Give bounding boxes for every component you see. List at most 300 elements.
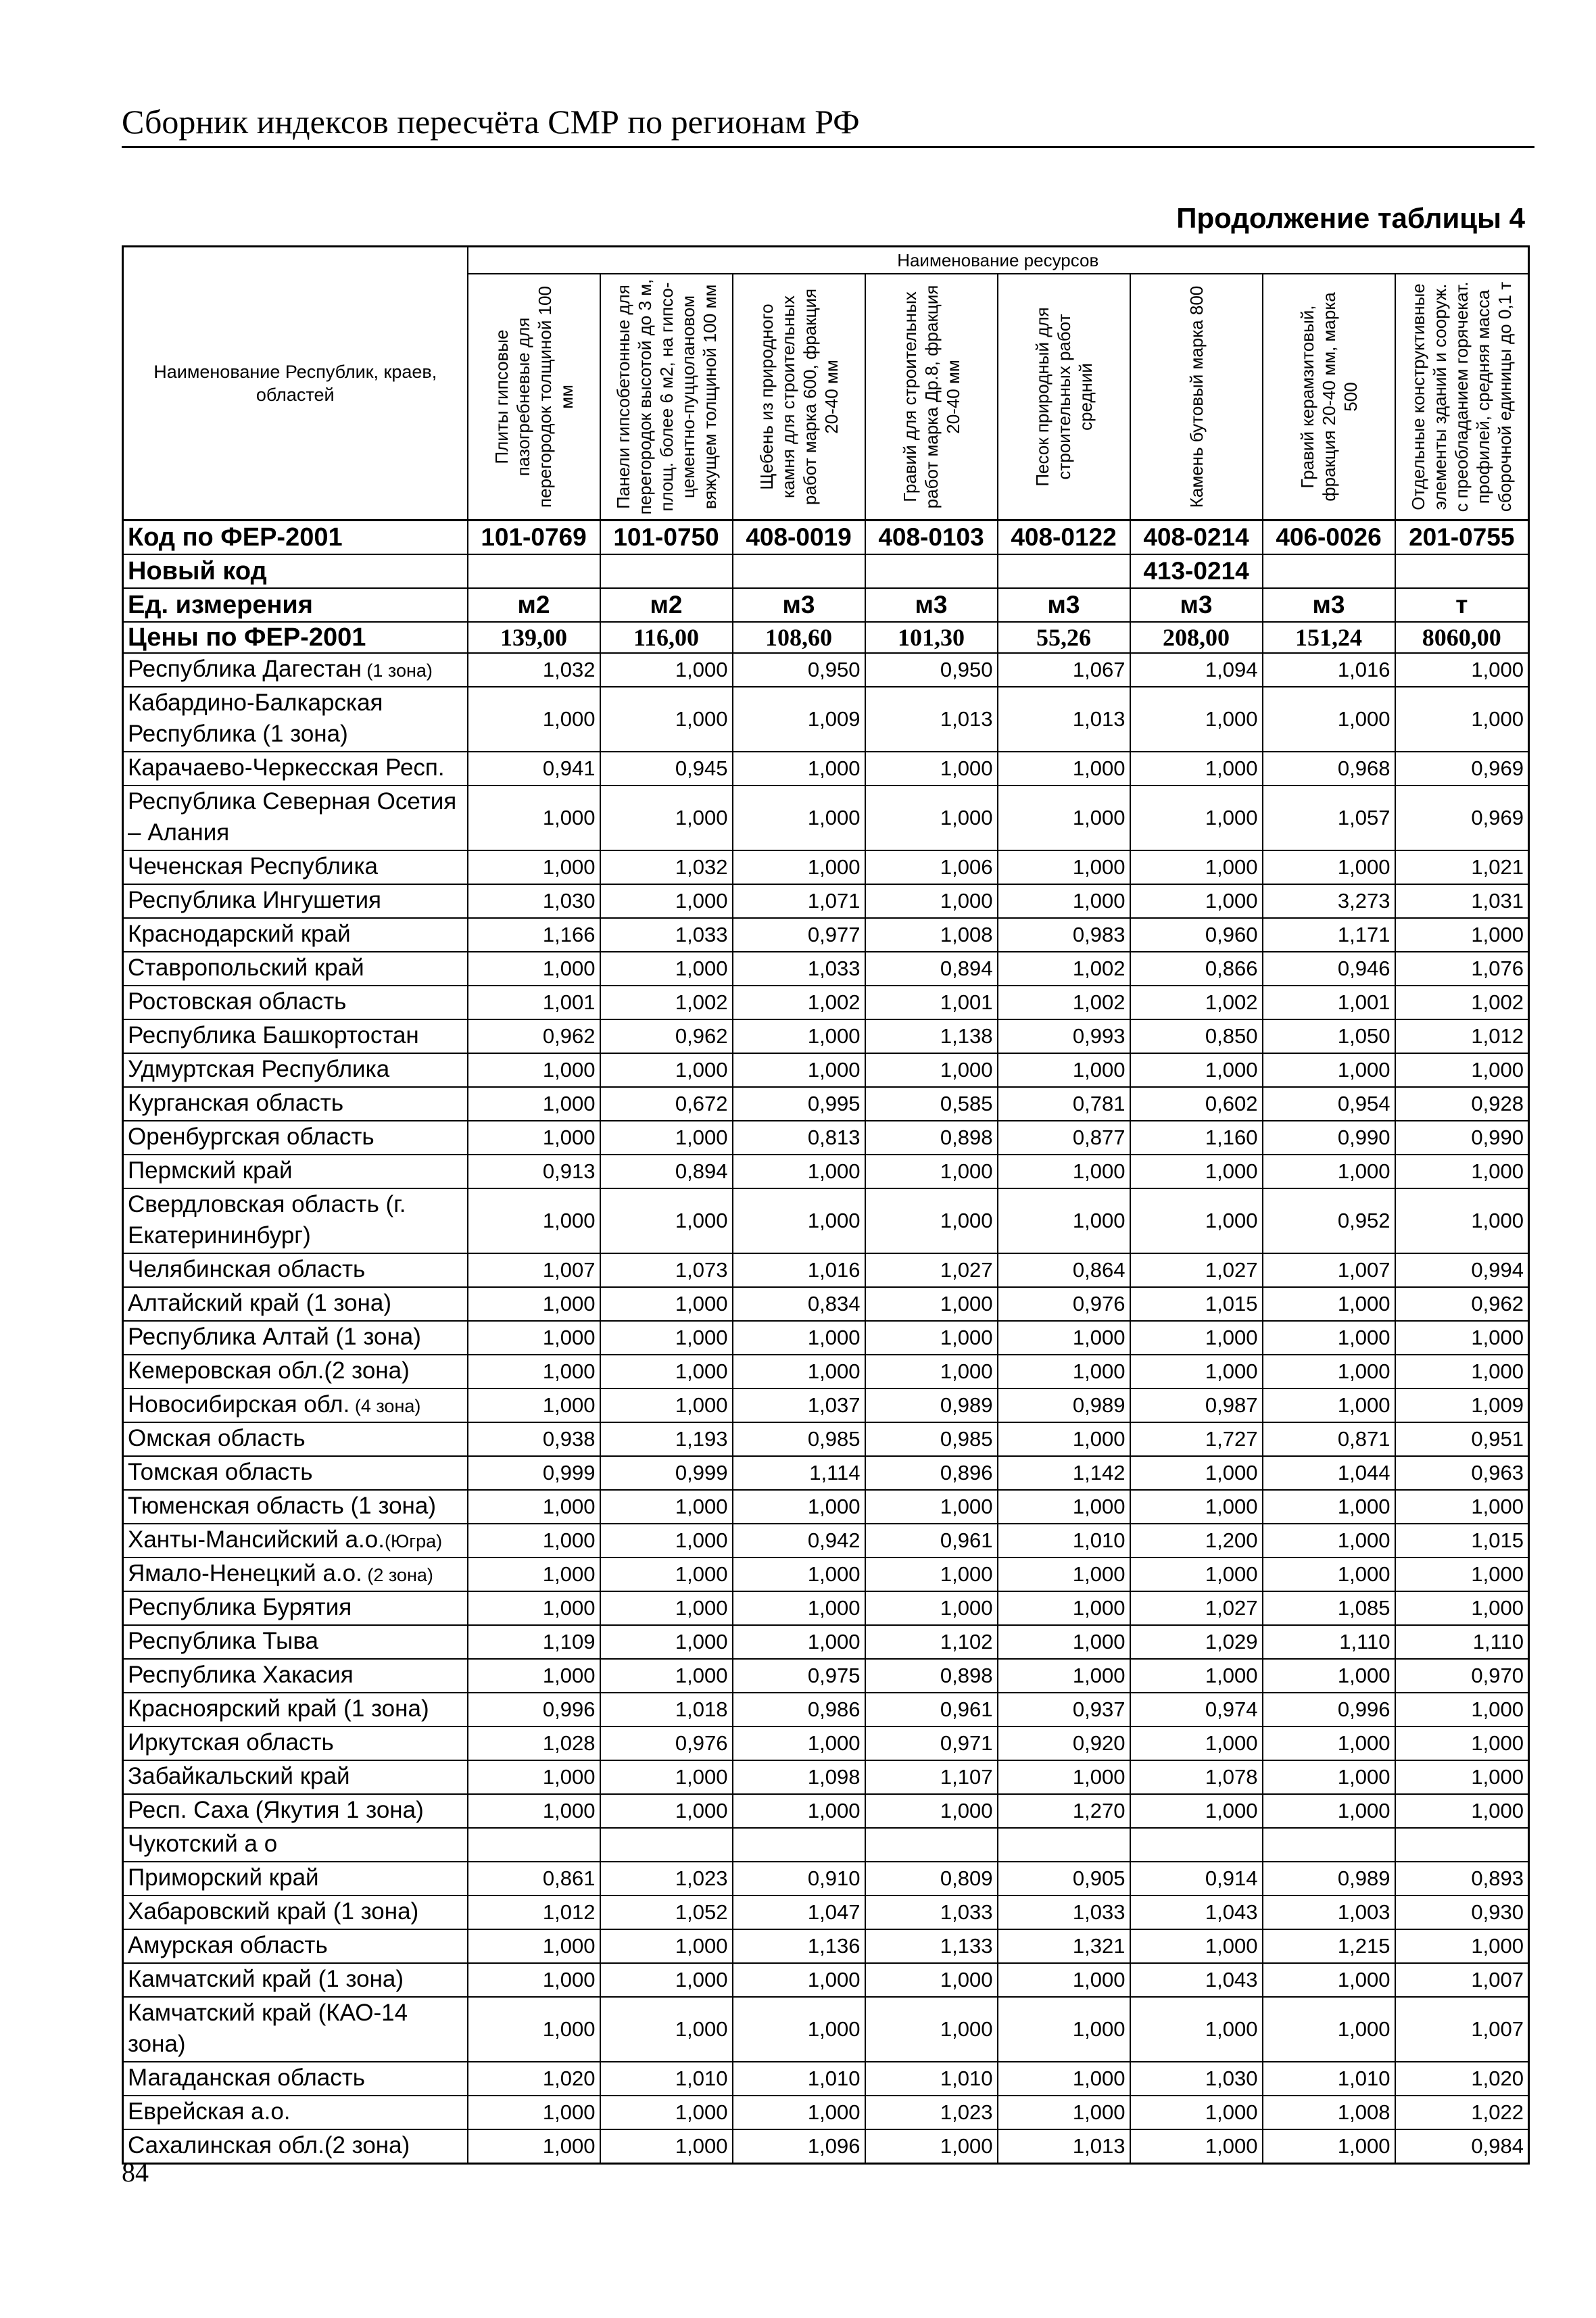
index-value: 1,000	[600, 952, 733, 986]
index-value: 1,000	[1395, 687, 1529, 752]
table-row	[123, 1121, 1529, 1155]
index-value	[733, 1828, 865, 1862]
index-value: 1,000	[1130, 752, 1263, 786]
index-value: 1,002	[1130, 986, 1263, 1019]
index-value	[600, 1828, 733, 1862]
index-value: 1,032	[468, 653, 600, 687]
region-name-text: Иркутская область	[128, 1729, 334, 1756]
index-value: 0,905	[998, 1862, 1130, 1896]
region-name	[123, 1997, 468, 2062]
index-value: 1,000	[733, 850, 865, 884]
index-value: 0,585	[865, 1087, 998, 1121]
region-name-text: Карачаево-Черкесская Респ.	[128, 754, 445, 781]
index-value: 1,000	[733, 1188, 865, 1253]
header-divider	[122, 146, 1534, 148]
new-code-cell	[468, 554, 600, 588]
region-name	[123, 1087, 468, 1121]
index-value: 1,008	[1263, 2096, 1395, 2129]
fer-code-cell: 408-0122	[998, 521, 1130, 555]
index-value: 1,000	[1395, 1760, 1529, 1794]
region-name-text: Камчатский край (1 зона)	[128, 1966, 404, 1992]
index-value: 1,000	[998, 1053, 1130, 1087]
index-value: 1,000	[468, 1087, 600, 1121]
region-name-text: Республика Хакасия	[128, 1662, 354, 1688]
index-value: 1,000	[1130, 884, 1263, 918]
table-row	[123, 986, 1529, 1019]
index-value: 0,850	[1130, 1019, 1263, 1053]
index-value: 0,951	[1395, 1422, 1529, 1456]
index-value: 0,813	[733, 1121, 865, 1155]
index-value: 0,985	[865, 1422, 998, 1456]
region-name	[123, 884, 468, 918]
resource-column-header: Камень бутовый марка 800	[1130, 274, 1263, 521]
index-value: 1,000	[600, 1625, 733, 1659]
table-row	[123, 1422, 1529, 1456]
region-name-text: Хабаровский край (1 зона)	[128, 1898, 419, 1925]
index-value: 1,009	[1395, 1389, 1529, 1422]
region-name-text: Камчатский край (КАО-14 зона)	[128, 2000, 408, 2057]
table-row	[123, 1963, 1529, 1997]
index-value: 1,000	[1130, 1929, 1263, 1963]
index-value: 1,000	[468, 687, 600, 752]
table-row	[123, 1355, 1529, 1389]
index-value: 1,000	[468, 1053, 600, 1087]
region-name-text: Оренбургская область	[128, 1124, 374, 1150]
index-value: 0,961	[865, 1693, 998, 1727]
table-row	[123, 952, 1529, 986]
table-caption: Продолжение таблицы 4	[1176, 202, 1525, 234]
fer-code-cell: 408-0214	[1130, 521, 1263, 555]
index-value: 1,000	[998, 1659, 1130, 1693]
index-value: 1,023	[865, 2096, 998, 2129]
index-value: 1,010	[865, 2062, 998, 2096]
region-zone-note: (1 зона)	[361, 660, 433, 681]
index-value: 1,002	[733, 986, 865, 1019]
index-value: 0,971	[865, 1727, 998, 1760]
index-value: 1,000	[998, 1591, 1130, 1625]
region-name-text: Ставропольский край	[128, 955, 364, 981]
index-value: 0,993	[998, 1019, 1130, 1053]
region-name	[123, 752, 468, 786]
index-value: 0,866	[1130, 952, 1263, 986]
index-value: 1,000	[1130, 1053, 1263, 1087]
index-value: 1,000	[865, 884, 998, 918]
index-value: 1,000	[468, 1524, 600, 1558]
index-value: 1,000	[998, 786, 1130, 850]
index-value: 1,000	[1263, 1355, 1395, 1389]
index-value: 1,027	[865, 1253, 998, 1287]
index-value: 0,894	[865, 952, 998, 986]
index-value: 1,000	[733, 1963, 865, 1997]
new-code-cell	[865, 554, 998, 588]
unit-label: Ед. измерения	[123, 588, 468, 622]
resource-column-header: Плиты гипсовые пазогребневые для перегородок толщиной 100 мм	[468, 274, 600, 521]
region-name-text: Томская область	[128, 1459, 313, 1485]
region-name	[123, 1121, 468, 1155]
price-cell: 101,30	[865, 622, 998, 653]
index-value: 1,002	[600, 986, 733, 1019]
fer-code-cell: 408-0019	[733, 521, 865, 555]
region-name	[123, 1896, 468, 1929]
index-value: 1,000	[998, 1490, 1130, 1524]
resource-column-header: Гравий для строительных работ марка Др.8, фракция 20-40 мм	[865, 274, 998, 521]
index-value: 1,000	[865, 1188, 998, 1253]
index-value: 0,893	[1395, 1862, 1529, 1896]
index-value: 1,000	[600, 1053, 733, 1087]
index-value: 1,013	[865, 687, 998, 752]
index-value: 1,000	[998, 1963, 1130, 1997]
region-name	[123, 1591, 468, 1625]
index-value: 1,000	[998, 1625, 1130, 1659]
index-value: 1,000	[1130, 786, 1263, 850]
index-value: 1,000	[468, 1321, 600, 1355]
index-value: 1,000	[468, 1287, 600, 1321]
index-value: 1,133	[865, 1929, 998, 1963]
index-value: 1,270	[998, 1794, 1130, 1828]
index-value: 0,999	[600, 1456, 733, 1490]
index-value: 1,000	[1263, 1321, 1395, 1355]
index-value: 1,032	[600, 850, 733, 884]
index-value: 0,937	[998, 1693, 1130, 1727]
index-value: 1,010	[1263, 2062, 1395, 2096]
region-name	[123, 1188, 468, 1253]
index-value: 0,910	[733, 1862, 865, 1896]
region-name-text: Ростовская область	[128, 988, 347, 1015]
index-value: 1,000	[998, 1422, 1130, 1456]
region-name	[123, 1625, 468, 1659]
unit-row	[123, 588, 1529, 622]
fer-code-cell: 406-0026	[1263, 521, 1395, 555]
fer-code-cell: 201-0755	[1395, 521, 1529, 555]
index-value: 1,000	[600, 1287, 733, 1321]
index-value: 0,928	[1395, 1087, 1529, 1121]
index-value: 1,013	[998, 2129, 1130, 2164]
index-value: 1,000	[1395, 1490, 1529, 1524]
page-header-title: Сборник индексов пересчёта СМР по регионам РФ	[122, 103, 860, 141]
index-value: 0,898	[865, 1121, 998, 1155]
region-name	[123, 1760, 468, 1794]
index-value: 1,000	[1263, 1155, 1395, 1188]
index-value: 0,898	[865, 1659, 998, 1693]
index-value: 1,008	[865, 918, 998, 952]
index-value: 1,094	[1130, 653, 1263, 687]
price-cell: 151,24	[1263, 622, 1395, 653]
resource-column-header: Панели гипсобетонные для перегородок высотой до 3 м, площ. более 6 м2, на гипсо-цементно-пуццолановом вяжущем толщиной 100 мм	[600, 274, 733, 521]
table-row	[123, 653, 1529, 687]
region-name	[123, 1727, 468, 1760]
price-label: Цены по ФЕР-2001	[123, 622, 468, 653]
index-value: 1,043	[1130, 1896, 1263, 1929]
table-row	[123, 1321, 1529, 1355]
region-name	[123, 1963, 468, 1997]
index-value: 0,894	[600, 1155, 733, 1188]
index-value	[468, 1828, 600, 1862]
index-value: 1,000	[1130, 1355, 1263, 1389]
index-value: 1,000	[998, 1155, 1130, 1188]
table-row	[123, 1053, 1529, 1087]
index-value: 1,110	[1263, 1625, 1395, 1659]
region-name-text: Республика Ингушетия	[128, 887, 382, 913]
index-value: 1,078	[1130, 1760, 1263, 1794]
index-value: 1,000	[1263, 850, 1395, 884]
index-value: 0,986	[733, 1693, 865, 1727]
index-value: 1,000	[865, 1591, 998, 1625]
index-value: 0,976	[998, 1287, 1130, 1321]
index-value: 1,000	[733, 1727, 865, 1760]
index-value: 1,000	[468, 1188, 600, 1253]
index-value: 1,000	[468, 1794, 600, 1828]
index-value: 1,000	[1263, 1287, 1395, 1321]
unit-cell: м3	[1263, 588, 1395, 622]
index-value	[865, 1828, 998, 1862]
index-value: 1,002	[998, 952, 1130, 986]
index-value: 1,029	[1130, 1625, 1263, 1659]
index-value: 1,000	[1130, 687, 1263, 752]
table-row	[123, 1558, 1529, 1591]
index-value: 0,960	[1130, 918, 1263, 952]
region-name-text: Алтайский край (1 зона)	[128, 1290, 391, 1316]
index-value: 1,085	[1263, 1591, 1395, 1625]
index-value: 1,000	[1263, 1389, 1395, 1422]
index-value: 1,000	[1395, 1155, 1529, 1188]
index-value: 1,000	[1263, 1490, 1395, 1524]
index-value: 1,000	[600, 1794, 733, 1828]
index-value: 1,171	[1263, 918, 1395, 952]
index-value: 1,000	[733, 1997, 865, 2062]
index-value	[1263, 1828, 1395, 1862]
index-value: 1,000	[733, 1625, 865, 1659]
region-name	[123, 1321, 468, 1355]
index-value: 1,037	[733, 1389, 865, 1422]
new-code-cell	[1263, 554, 1395, 588]
index-value: 0,602	[1130, 1087, 1263, 1121]
region-name	[123, 1287, 468, 1321]
table-row	[123, 1287, 1529, 1321]
index-value: 1,031	[1395, 884, 1529, 918]
index-value: 0,781	[998, 1087, 1130, 1121]
index-value: 0,995	[733, 1087, 865, 1121]
index-value: 1,009	[733, 687, 865, 752]
index-value: 1,013	[998, 687, 1130, 752]
index-value: 1,067	[998, 653, 1130, 687]
index-value: 1,000	[1263, 1558, 1395, 1591]
index-value: 0,977	[733, 918, 865, 952]
region-name-text: Ханты-Мансийский а.о.	[128, 1526, 385, 1553]
region-name-text: Удмуртская Республика	[128, 1056, 390, 1082]
index-value: 1,000	[865, 1558, 998, 1591]
table-row	[123, 1828, 1529, 1862]
index-value: 0,896	[865, 1456, 998, 1490]
index-value: 1,007	[1395, 1963, 1529, 1997]
index-value: 1,000	[468, 1558, 600, 1591]
index-value: 1,018	[600, 1693, 733, 1727]
index-value: 1,000	[1263, 1524, 1395, 1558]
index-value: 1,321	[998, 1929, 1130, 1963]
region-name-text: Чукотский а о	[128, 1831, 278, 1857]
index-value: 1,000	[733, 1591, 865, 1625]
new-code-cell	[733, 554, 865, 588]
table-row	[123, 786, 1529, 850]
region-zone-note: (2 зона)	[362, 1565, 433, 1585]
index-value: 1,007	[1263, 1253, 1395, 1287]
index-value: 1,000	[998, 1321, 1130, 1355]
region-name-text: Республика Северная Осетия – Алания	[128, 788, 457, 846]
index-value: 1,107	[865, 1760, 998, 1794]
table-row	[123, 1997, 1529, 2062]
index-value: 1,006	[865, 850, 998, 884]
index-value: 1,000	[600, 1997, 733, 2062]
price-cell: 8060,00	[1395, 622, 1529, 653]
index-value: 1,007	[1395, 1997, 1529, 2062]
index-value: 1,136	[733, 1929, 865, 1963]
index-value: 1,000	[1130, 1794, 1263, 1828]
table-row	[123, 1155, 1529, 1188]
index-value: 1,000	[1130, 1997, 1263, 2062]
index-value: 1,002	[998, 986, 1130, 1019]
index-value: 0,984	[1395, 2129, 1529, 2164]
region-name-text: Свердловская область (г. Екатерининбург)	[128, 1191, 406, 1249]
index-value: 1,000	[600, 1321, 733, 1355]
table-row	[123, 1625, 1529, 1659]
index-value: 1,000	[733, 786, 865, 850]
unit-cell: м3	[998, 588, 1130, 622]
table-row	[123, 918, 1529, 952]
index-value: 1,015	[1130, 1287, 1263, 1321]
index-value: 1,000	[865, 1155, 998, 1188]
table-row	[123, 1524, 1529, 1558]
region-name	[123, 1693, 468, 1727]
index-value: 1,000	[1130, 1558, 1263, 1591]
index-value: 1,000	[600, 1929, 733, 1963]
region-name	[123, 1828, 468, 1862]
table-row	[123, 2062, 1529, 2096]
index-value: 0,987	[1130, 1389, 1263, 1422]
fer-code-row	[123, 521, 1529, 555]
index-value: 1,000	[1263, 1760, 1395, 1794]
region-name-text: Республика Бурятия	[128, 1594, 352, 1620]
index-value: 1,000	[865, 1997, 998, 2062]
index-value: 1,000	[733, 1155, 865, 1188]
index-value: 1,000	[733, 1490, 865, 1524]
index-value: 1,000	[468, 1490, 600, 1524]
index-value: 0,996	[1263, 1693, 1395, 1727]
region-name	[123, 1794, 468, 1828]
index-value: 0,672	[600, 1087, 733, 1121]
index-value: 1,000	[1395, 1727, 1529, 1760]
region-name	[123, 1558, 468, 1591]
index-value: 1,000	[1395, 1693, 1529, 1727]
index-value: 1,000	[733, 1355, 865, 1389]
index-value: 1,000	[998, 2096, 1130, 2129]
region-name	[123, 687, 468, 752]
index-value: 1,000	[733, 1019, 865, 1053]
index-value: 1,050	[1263, 1019, 1395, 1053]
index-value: 1,000	[1395, 1794, 1529, 1828]
unit-cell: м2	[600, 588, 733, 622]
index-value: 1,000	[733, 752, 865, 786]
region-name	[123, 1929, 468, 1963]
index-value: 1,000	[998, 1188, 1130, 1253]
index-value: 0,962	[600, 1019, 733, 1053]
region-name-text: Тюменская область (1 зона)	[128, 1493, 437, 1519]
unit-cell: т	[1395, 588, 1529, 622]
index-value: 0,969	[1395, 752, 1529, 786]
index-value: 1,000	[600, 2129, 733, 2164]
index-value: 1,000	[468, 786, 600, 850]
index-value	[1395, 1828, 1529, 1862]
unit-cell: м3	[1130, 588, 1263, 622]
region-name	[123, 952, 468, 986]
index-value: 1,000	[998, 1355, 1130, 1389]
index-value: 0,989	[865, 1389, 998, 1422]
index-value: 1,000	[600, 1355, 733, 1389]
index-value: 1,000	[468, 850, 600, 884]
index-value: 1,114	[733, 1456, 865, 1490]
index-value: 1,000	[600, 1659, 733, 1693]
index-value: 0,989	[1263, 1862, 1395, 1896]
index-value: 0,999	[468, 1456, 600, 1490]
index-value: 0,950	[865, 653, 998, 687]
index-value: 1,000	[468, 1659, 600, 1693]
table-row	[123, 1188, 1529, 1253]
index-value: 1,000	[1130, 1155, 1263, 1188]
index-value: 0,994	[1395, 1253, 1529, 1287]
index-value: 1,166	[468, 918, 600, 952]
index-value: 0,954	[1263, 1087, 1395, 1121]
index-value: 1,102	[865, 1625, 998, 1659]
index-value: 1,000	[600, 1963, 733, 1997]
index-value: 1,028	[468, 1727, 600, 1760]
index-value: 1,033	[865, 1896, 998, 1929]
index-value: 1,000	[1395, 1591, 1529, 1625]
index-value: 1,000	[1130, 1188, 1263, 1253]
index-value: 1,110	[1395, 1625, 1529, 1659]
index-value: 0,945	[600, 752, 733, 786]
region-name-text: Новосибирская обл.	[128, 1391, 350, 1418]
index-value: 1,001	[468, 986, 600, 1019]
index-value: 0,877	[998, 1121, 1130, 1155]
index-value: 1,000	[1395, 1355, 1529, 1389]
index-value: 1,000	[998, 1558, 1130, 1591]
index-value: 1,000	[998, 850, 1130, 884]
index-value: 1,000	[468, 1355, 600, 1389]
new-code-row	[123, 554, 1529, 588]
index-value: 1,000	[733, 1558, 865, 1591]
index-value: 3,273	[1263, 884, 1395, 918]
table-row	[123, 2129, 1529, 2164]
index-value: 0,961	[865, 1524, 998, 1558]
index-value: 1,000	[600, 786, 733, 850]
index-value: 1,000	[600, 653, 733, 687]
table-row	[123, 1862, 1529, 1896]
table-row	[123, 1760, 1529, 1794]
index-value: 0,861	[468, 1862, 600, 1896]
index-value: 0,962	[1395, 1287, 1529, 1321]
index-value: 0,952	[1263, 1188, 1395, 1253]
region-name-text: Красноярский край (1 зона)	[128, 1695, 429, 1722]
index-value: 1,000	[468, 1121, 600, 1155]
new-code-cell	[998, 554, 1130, 588]
table-row	[123, 1896, 1529, 1929]
region-name	[123, 1862, 468, 1896]
index-value: 1,000	[1263, 1997, 1395, 2062]
index-value: 1,000	[998, 2062, 1130, 2096]
region-name-text: Амурская область	[128, 1932, 328, 1958]
table-row	[123, 1659, 1529, 1693]
region-zone-note: (4 зона)	[349, 1396, 421, 1416]
region-name	[123, 1490, 468, 1524]
new-code-label: Новый код	[123, 554, 468, 588]
